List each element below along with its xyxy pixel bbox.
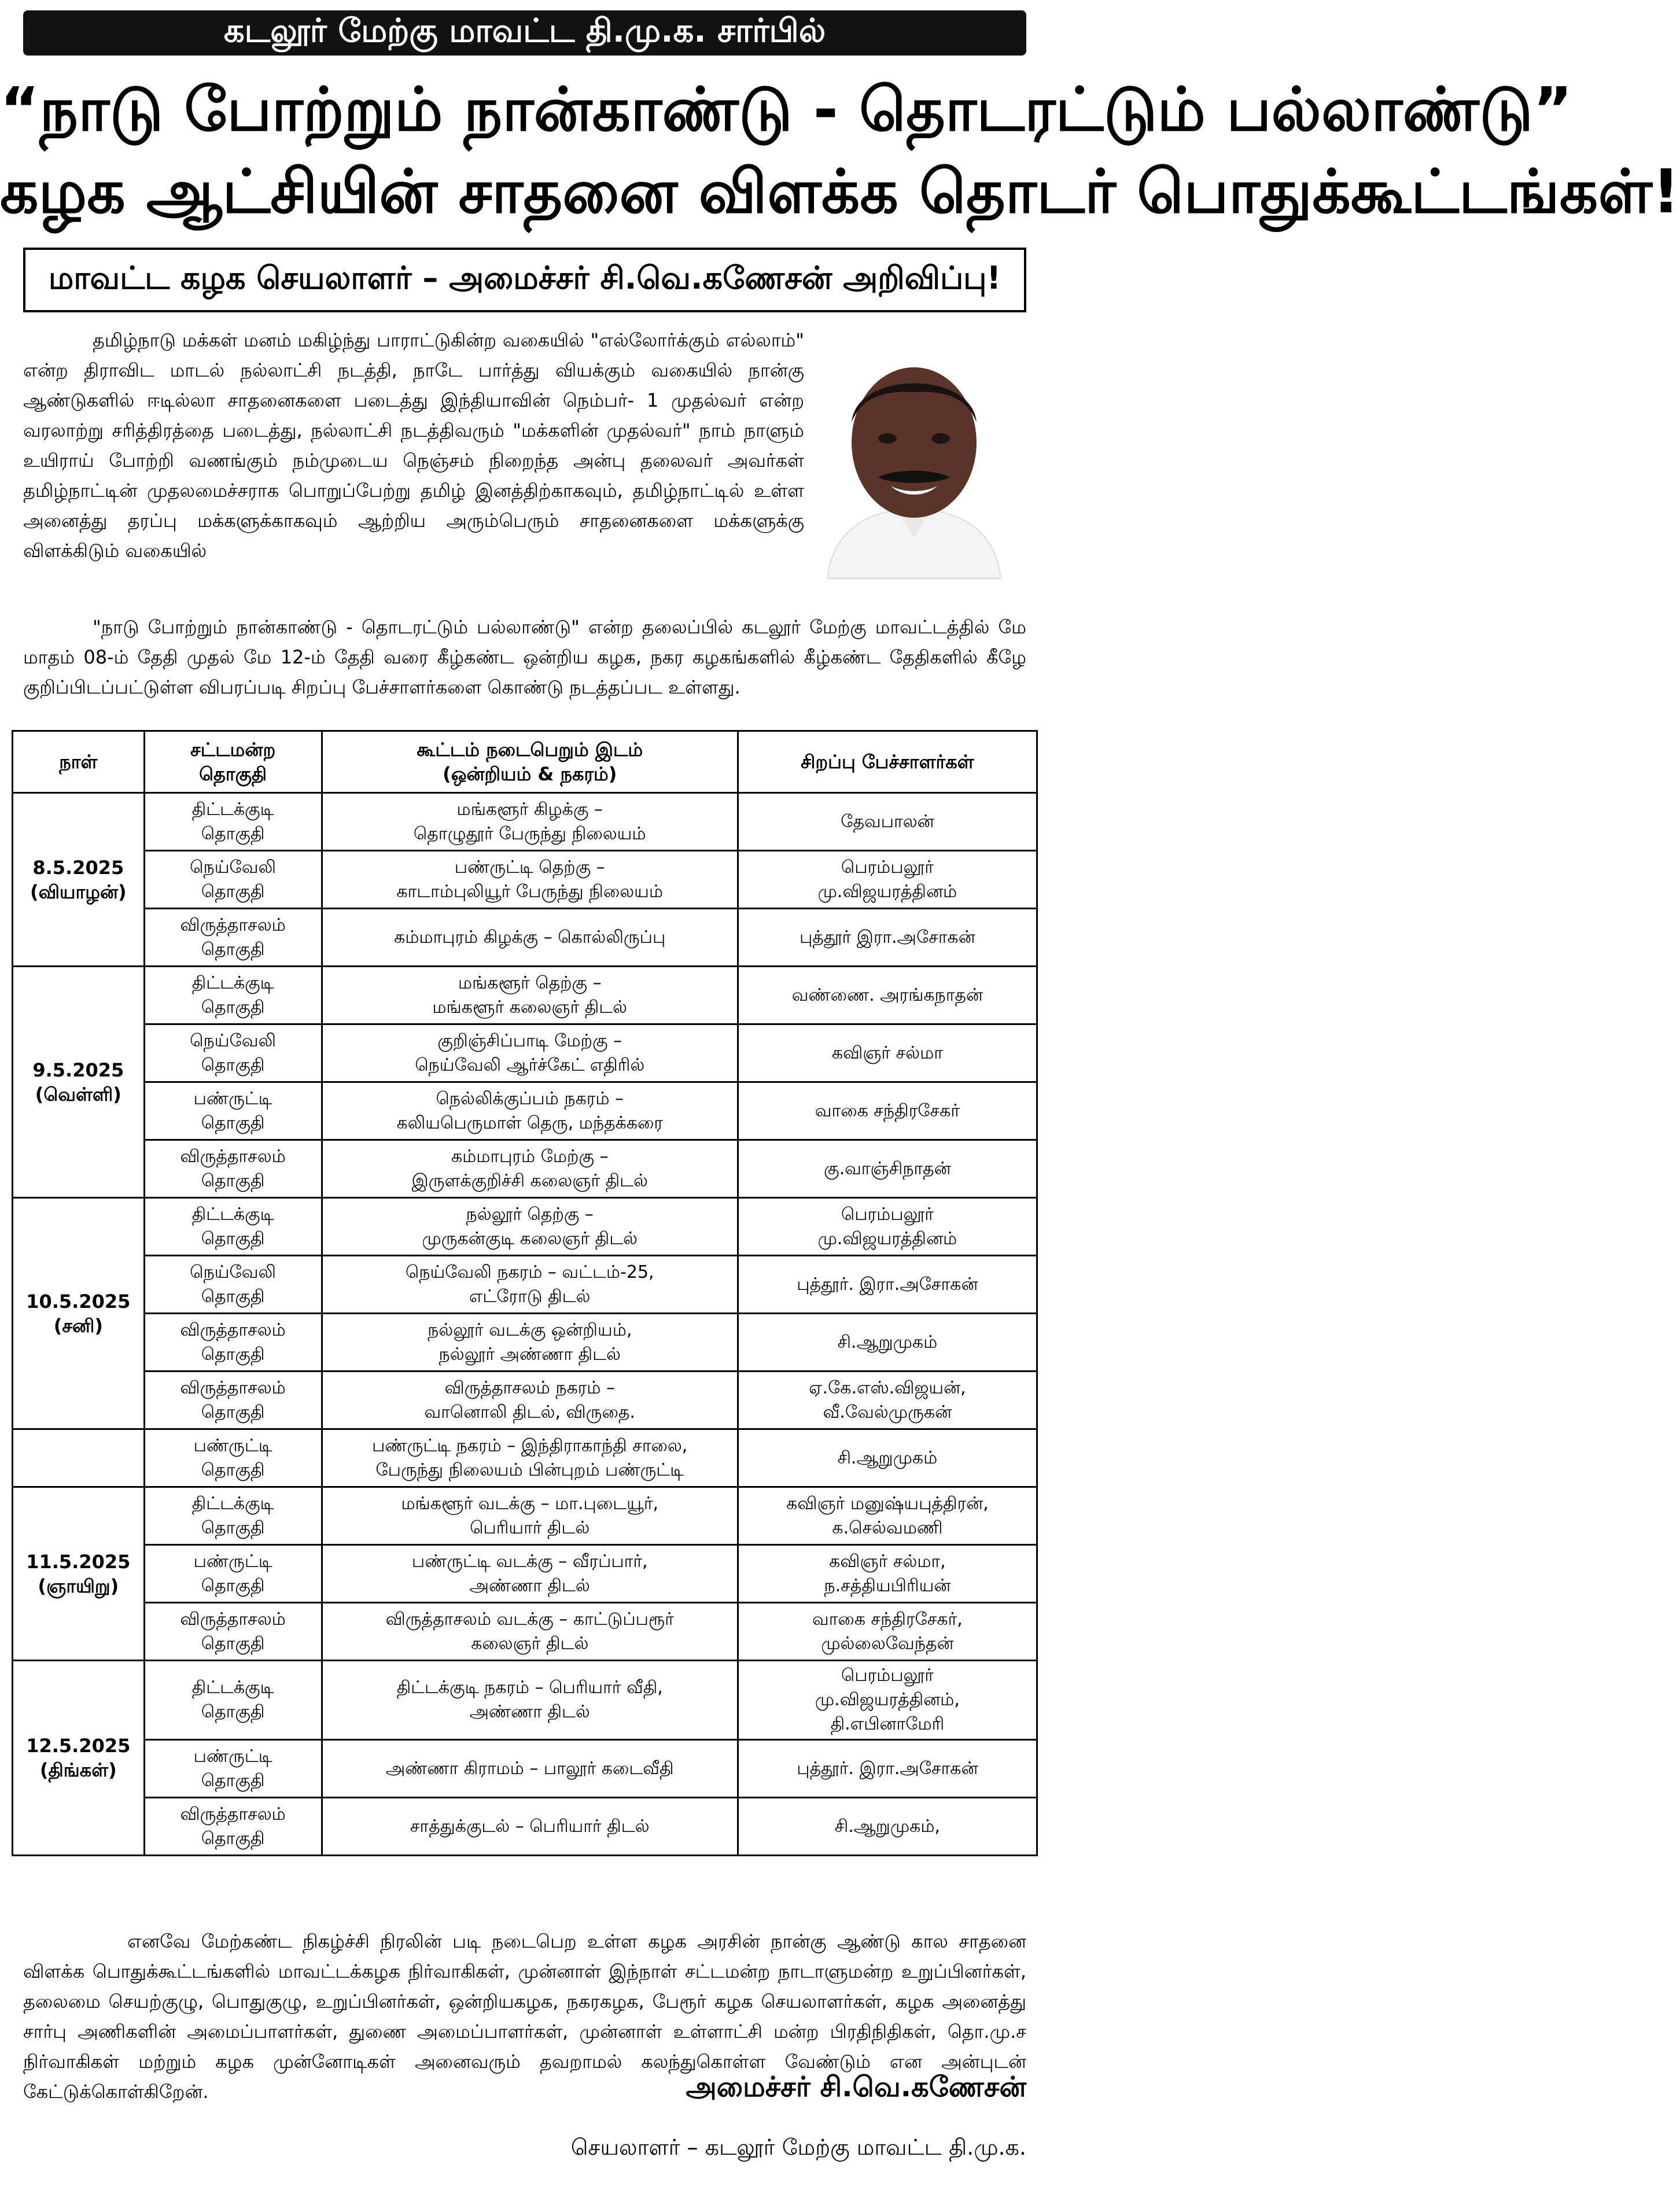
speaker-cell: தேவபாலன்: [738, 793, 1037, 851]
constituency-cell: திட்டக்குடி தொகுதி: [144, 1661, 322, 1740]
header-venue: கூட்டம் நடைபெறும் இடம் (ஒன்றியம் & நகரம்): [322, 731, 738, 793]
constituency-cell: விருத்தாசலம் தொகுதி: [144, 909, 322, 967]
table-row: [13, 1314, 1037, 1371]
table-row: [13, 1256, 1037, 1314]
constituency-cell: நெய்வேலி தொகுதி: [144, 1256, 322, 1314]
table-row: [13, 967, 1037, 1024]
table-row: [13, 1429, 1037, 1487]
date-cell: 9.5.2025 (வெள்ளி): [13, 967, 145, 1198]
speaker-cell: கவிஞர் சல்மா, ந.சத்தியபிரியன்: [738, 1545, 1037, 1603]
constituency-cell: விருத்தாசலம் தொகுதி: [144, 1140, 322, 1198]
header-banner: கடலூர் மேற்கு மாவட்ட தி.மு.க. சார்பில்: [23, 10, 1026, 56]
table-row: [13, 1740, 1037, 1798]
constituency-cell: திட்டக்குடி தொகுதி: [144, 1198, 322, 1256]
table-row: [13, 909, 1037, 967]
table-row: [13, 1798, 1037, 1856]
main-title-line-1: “நாடு போற்றும் நான்காண்டு - தொடரட்டும் பல்லாண்டு”: [0, 74, 1573, 145]
venue-cell: விருத்தாசலம் வடக்கு – காட்டுப்பரூர் கலைஞர் திடல்: [322, 1603, 738, 1661]
constituency-cell: விருத்தாசலம் தொகுதி: [144, 1603, 322, 1661]
venue-cell: மங்களூர் வடக்கு – மா.புடையூர், பெரியார் திடல்: [322, 1487, 738, 1545]
venue-cell: கம்மாபுரம் மேற்கு – இருளக்குறிச்சி கலைஞர் திடல்: [322, 1140, 738, 1198]
announcement-box: மாவட்ட கழக செயலாளர் – அமைச்சர் சி.வெ.கணேசன் அறிவிப்பு!: [23, 248, 1026, 312]
table-row: [13, 1371, 1037, 1429]
table-row: [13, 1487, 1037, 1545]
venue-cell: மங்களூர் தெற்கு – மங்களூர் கலைஞர் திடல்: [322, 967, 738, 1024]
venue-cell: விருத்தாசலம் நகரம் – வானொலி திடல், விருதை.: [322, 1371, 738, 1429]
table-body: [13, 793, 1037, 1856]
speaker-cell: சி.ஆறுமுகம்,: [738, 1798, 1037, 1856]
constituency-cell: திட்டக்குடி தொகுதி: [144, 793, 322, 851]
venue-cell: மங்களூர் கிழக்கு – தொழுதூர் பேருந்து நிலையம்: [322, 793, 738, 851]
table-row: [13, 1661, 1037, 1740]
table-row: [13, 1603, 1037, 1661]
table-row: [13, 1140, 1037, 1198]
speaker-cell: பெரம்பலூர் மு.விஜயரத்தினம், தி.எபினாமேரி: [738, 1661, 1037, 1740]
speaker-cell: வண்ணை. அரங்கநாதன்: [738, 967, 1037, 1024]
leader-photo: [810, 341, 1018, 578]
constituency-cell: பண்ருட்டி தொகுதி: [144, 1740, 322, 1798]
table-row: [13, 1198, 1037, 1256]
header-date: நாள்: [13, 731, 145, 793]
schedule-intro: [23, 612, 1026, 702]
constituency-cell: பண்ருட்டி தொகுதி: [144, 1545, 322, 1603]
schedule-table: [12, 730, 1038, 1856]
closing-text: எனவே மேற்கண்ட நிகழ்ச்சி நிரலின் படி நடைபெற உள்ள கழக அரசின் நான்கு ஆண்டு கால சாதனை விளக்க பொதுக்கூட்டங்களில் மாவட்டக்கழக நிர்வாகிகள், முன்னாள் இந்நாள் சட்டமன்ற நாடாளுமன்ற உறுப்பினர்கள், தலைமை செயற்குழு, பொதுகுழு, உறுப்பினர்கள், ஒன்றியகழக, நகரகழக, பேரூர் கழக செயலாளர்கள், கழக அனைத்து சார்பு அணிகளின் அமைப்பாளர்கள், துணை அமைப்பாளர்கள், முன்னாள் உள்ளாட்சி மன்ற பிரதிநிதிகள், தொ.மு.ச நிர்வாகிகள் மற்றும் கழக முன்னோடிகள் அனைவரும் தவறாமல் கலந்துகொள்ள வேண்டும் என அன்புடன் கேட்டுக்கொள்கிறேன்.: [23, 1930, 1027, 2103]
venue-cell: திட்டக்குடி நகரம் – பெரியார் வீதி, அண்ணா திடல்: [322, 1661, 738, 1740]
venue-cell: பண்ருட்டி தெற்கு – காடாம்புலியூர் பேருந்து நிலையம்: [322, 851, 738, 909]
speaker-cell: வாகை சந்திரசேகர், முல்லைவேந்தன்: [738, 1603, 1037, 1661]
speaker-cell: கவிஞர் சல்மா: [738, 1024, 1037, 1082]
venue-cell: நெல்லிக்குப்பம் நகரம் – கலியபெருமாள் தெரு, மந்தக்கரை: [322, 1082, 738, 1140]
speaker-cell: கு.வாஞ்சிநாதன்: [738, 1140, 1037, 1198]
date-cell: 11.5.2025 (ஞாயிறு): [13, 1487, 145, 1661]
venue-cell: கம்மாபுரம் கிழக்கு – கொல்லிருப்பு: [322, 909, 738, 967]
date-cell: 10.5.2025 (சனி): [13, 1198, 145, 1429]
intro-paragraph: [23, 325, 804, 566]
venue-cell: அண்ணா கிராமம் – பாலூர் கடைவீதி: [322, 1740, 738, 1798]
constituency-cell: விருத்தாசலம் தொகுதி: [144, 1798, 322, 1856]
date-cell: 8.5.2025 (வியாழன்): [13, 793, 145, 967]
signature-designation: செயலாளர் – கடலூர் மேற்கு மாவட்ட தி.மு.க.: [570, 2134, 1026, 2160]
speaker-cell: ஏ.கே.எஸ்.விஜயன், வீ.வேல்முருகன்: [738, 1371, 1037, 1429]
constituency-cell: திட்டக்குடி தொகுதி: [144, 967, 322, 1024]
date-cell: 12.5.2025 (திங்கள்): [13, 1661, 145, 1856]
venue-cell: பண்ருட்டி நகரம் – இந்திராகாந்தி சாலை, பேருந்து நிலையம் பின்புறம் பண்ருட்டி: [322, 1429, 738, 1487]
speaker-cell: புத்தூர் இரா.அசோகன்: [738, 909, 1037, 967]
signature-name: அமைச்சர் சி.வெ.கணேசன்: [686, 2071, 1026, 2103]
venue-cell: நல்லூர் வடக்கு ஒன்றியம், நல்லூர் அண்ணா திடல்: [322, 1314, 738, 1371]
intro-text: தமிழ்நாடு மக்கள் மனம் மகிழ்ந்து பாராட்டுகின்ற வகையில் "எல்லோர்க்கும் எல்லாம்" என்ற திராவிட மாடல் நல்லாட்சி நடத்தி, நாடே பார்த்து வியக்கும் வகையில் நான்கு ஆண்டுகளில் ஈடில்லா சாதனைகளை படைத்து இந்தியாவின் நெம்பர்- 1 முதல்வர் என்ற வரலாற்று சரித்திரத்தை படைத்து, நல்லாட்சி நடத்திவரும் "மக்களின் முதல்வர்" நாம் நாளும் உயிராய் போற்றி வணங்கும் நம்முடைய நெஞ்சம் நிறைந்த அன்பு தலைவர் அவர்கள் தமிழ்நாட்டின் முதலமைச்சராக பொறுப்பேற்று தமிழ் இனத்திற்காகவும், தமிழ்நாட்டில் உள்ள அனைத்து தரப்பு மக்களுக்காகவும் ஆற்றிய அரும்பெரும் சாதனைகளை மக்களுக்கு விளக்கிடும் வகையில்: [23, 329, 804, 562]
schedule-intro-text: "நாடு போற்றும் நான்காண்டு - தொடரட்டும் பல்லாண்டு" என்ற தலைப்பில் கடலூர் மேற்கு மாவட்டத்தில் மே மாதம் 08-ம் தேதி முதல் மே 12-ம் தேதி வரை கீழ்கண்ட ஒன்றிய கழக, நகர கழகங்களில் கீழ்கண்ட தேதிகளில் கீழே குறிப்பிடப்பட்டுள்ள விபரப்படி சிறப்பு பேச்சாளர்களை கொண்டு நடத்தப்பட உள்ளது.: [23, 616, 1027, 698]
constituency-cell: நெய்வேலி தொகுதி: [144, 851, 322, 909]
constituency-cell: பண்ருட்டி தொகுதி: [144, 1429, 322, 1487]
header-speakers: சிறப்பு பேச்சாளர்கள்: [738, 731, 1037, 793]
speaker-cell: புத்தூர். இரா.அசோகன்: [738, 1740, 1037, 1798]
table-row: [13, 1024, 1037, 1082]
speaker-cell: வாகை சந்திரசேகர்: [738, 1082, 1037, 1140]
venue-cell: சாத்துக்குடல் – பெரியார் திடல்: [322, 1798, 738, 1856]
speaker-cell: சி.ஆறுமுகம்: [738, 1429, 1037, 1487]
speaker-cell: பெரம்பலூர் மு.விஜயரத்தினம்: [738, 851, 1037, 909]
table-row: [13, 1545, 1037, 1603]
table-header-row: [13, 731, 1037, 793]
table-row: [13, 1082, 1037, 1140]
table-row: [13, 851, 1037, 909]
constituency-cell: பண்ருட்டி தொகுதி: [144, 1082, 322, 1140]
table-row: [13, 793, 1037, 851]
speaker-cell: புத்தூர். இரா.அசோகன்: [738, 1256, 1037, 1314]
venue-cell: நெய்வேலி நகரம் – வட்டம்-25, எட்ரோடு திடல்: [322, 1256, 738, 1314]
venue-cell: நல்லூர் தெற்கு – முருகன்குடி கலைஞர் திடல்: [322, 1198, 738, 1256]
venue-cell: பண்ருட்டி வடக்கு – வீரப்பார், அண்ணா திடல்: [322, 1545, 738, 1603]
main-title-line-2: கழக ஆட்சியின் சாதனை விளக்க தொடர் பொதுக்கூட்டங்கள்!: [0, 156, 1680, 227]
constituency-cell: நெய்வேலி தொகுதி: [144, 1024, 322, 1082]
speaker-cell: பெரம்பலூர் மு.விஜயரத்தினம்: [738, 1198, 1037, 1256]
speaker-cell: சி.ஆறுமுகம்: [738, 1314, 1037, 1371]
venue-cell: குறிஞ்சிப்பாடி மேற்கு – நெய்வேலி ஆர்ச்கேட் எதிரில்: [322, 1024, 738, 1082]
speaker-cell: கவிஞர் மனுஷ்யபுத்திரன், க.செல்வமணி: [738, 1487, 1037, 1545]
constituency-cell: திட்டக்குடி தொகுதி: [144, 1487, 322, 1545]
header-constituency: சட்டமன்ற தொகுதி: [144, 731, 322, 793]
constituency-cell: விருத்தாசலம் தொகுதி: [144, 1314, 322, 1371]
constituency-cell: விருத்தாசலம் தொகுதி: [144, 1371, 322, 1429]
date-cell: [13, 1429, 145, 1487]
